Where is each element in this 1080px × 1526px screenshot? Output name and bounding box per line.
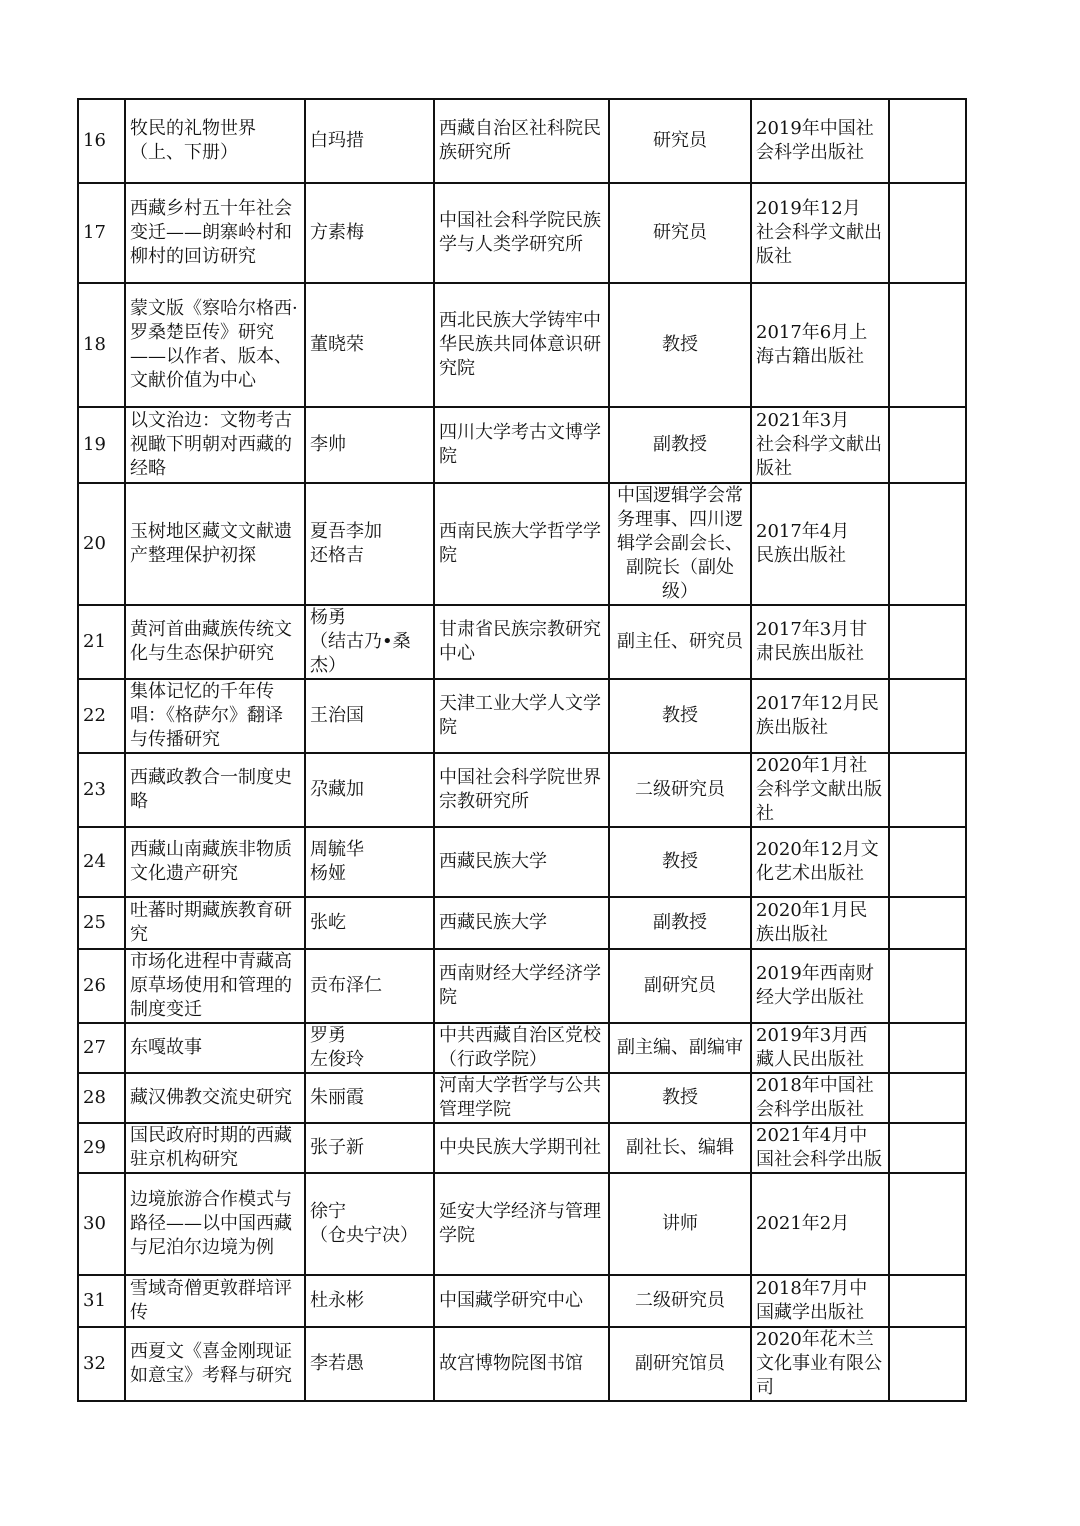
work-unit: 西藏民族大学 [434,897,609,949]
table-row [78,949,966,1023]
row-number: 31 [78,1275,125,1327]
note-cell [889,1173,966,1275]
publication-info: 2020年1月社会科学文献出版社 [751,753,889,827]
work-title: 牧民的礼物世界 （上、下册） [125,99,305,183]
document-table [77,98,967,1402]
work-title: 西藏乡村五十年社会变迁——朗寨岭村和柳村的回访研究 [125,183,305,283]
publication-info: 2019年3月西藏人民出版社 [751,1023,889,1073]
author-name: 方素梅 [305,183,434,283]
note-cell [889,1023,966,1073]
note-cell [889,99,966,183]
row-number: 18 [78,283,125,407]
row-number: 29 [78,1123,125,1173]
work-unit: 西北民族大学铸牢中华民族共同体意识研究院 [434,283,609,407]
work-unit: 天津工业大学人文学院 [434,679,609,753]
publication-info: 2020年1月民族出版社 [751,897,889,949]
job-title: 副教授 [609,407,751,483]
row-number: 32 [78,1327,125,1401]
note-cell [889,407,966,483]
job-title: 研究员 [609,183,751,283]
author-name: 徐宁 （仓央宁决） [305,1173,434,1275]
author-name: 夏吾李加 还格吉 [305,483,434,605]
work-unit: 中央民族大学期刊社 [434,1123,609,1173]
author-name: 罗勇 左俊玲 [305,1023,434,1073]
row-number: 25 [78,897,125,949]
note-cell [889,1073,966,1123]
row-number: 19 [78,407,125,483]
work-unit: 延安大学经济与管理学院 [434,1173,609,1275]
row-number: 22 [78,679,125,753]
note-cell [889,183,966,283]
work-title: 以文治边：文物考古视瞰下明朝对西藏的经略 [125,407,305,483]
author-name: 周毓华 杨娅 [305,827,434,897]
work-unit: 四川大学考古文博学院 [434,407,609,483]
table-row [78,897,966,949]
publication-info: 2017年6月上海古籍出版社 [751,283,889,407]
note-cell [889,679,966,753]
work-unit: 西藏民族大学 [434,827,609,897]
row-number: 27 [78,1023,125,1073]
author-name: 董晓荣 [305,283,434,407]
author-name: 白玛措 [305,99,434,183]
author-name: 张子新 [305,1123,434,1173]
author-name: 杨勇 （结古乃•桑杰） [305,605,434,679]
work-title: 国民政府时期的西藏驻京机构研究 [125,1123,305,1173]
author-name: 贡布泽仁 [305,949,434,1023]
publication-info: 2017年4月 民族出版社 [751,483,889,605]
author-name: 尕藏加 [305,753,434,827]
job-title: 二级研究员 [609,1275,751,1327]
author-name: 李若愚 [305,1327,434,1401]
note-cell [889,483,966,605]
job-title: 副研究员 [609,949,751,1023]
work-unit: 西南财经大学经济学院 [434,949,609,1023]
work-title: 黄河首曲藏族传统文化与生态保护研究 [125,605,305,679]
publication-info: 2017年12月民族出版社 [751,679,889,753]
note-cell [889,827,966,897]
work-unit: 西南民族大学哲学学院 [434,483,609,605]
author-name: 杜永彬 [305,1275,434,1327]
job-title: 中国逻辑学会常务理事、四川逻辑学会副会长、副院长（副处级） [609,483,751,605]
publication-info: 2018年7月中国藏学出版社 [751,1275,889,1327]
table-row [78,407,966,483]
work-title: 西藏政教合一制度史略 [125,753,305,827]
publication-info: 2019年西南财经大学出版社 [751,949,889,1023]
work-unit: 中共西藏自治区党校（行政学院） [434,1023,609,1073]
job-title: 二级研究员 [609,753,751,827]
table-row [78,1173,966,1275]
row-number: 24 [78,827,125,897]
table-row [78,1275,966,1327]
work-unit: 河南大学哲学与公共管理学院 [434,1073,609,1123]
note-cell [889,753,966,827]
work-unit: 中国藏学研究中心 [434,1275,609,1327]
table-row [78,1073,966,1123]
author-name: 朱丽霞 [305,1073,434,1123]
work-title: 藏汉佛教交流史研究 [125,1073,305,1123]
table-row [78,483,966,605]
row-number: 23 [78,753,125,827]
row-number: 16 [78,99,125,183]
job-title: 副研究馆员 [609,1327,751,1401]
row-number: 26 [78,949,125,1023]
author-name: 王治国 [305,679,434,753]
publication-info: 2018年中国社会科学出版社 [751,1073,889,1123]
note-cell [889,897,966,949]
work-unit: 西藏自治区社科院民族研究所 [434,99,609,183]
table-row [78,753,966,827]
work-unit: 故宫博物院图书馆 [434,1327,609,1401]
publication-info: 2019年中国社会科学出版社 [751,99,889,183]
job-title: 教授 [609,827,751,897]
row-number: 30 [78,1173,125,1275]
job-title: 讲师 [609,1173,751,1275]
work-title: 边境旅游合作模式与路径——以中国西藏与尼泊尔边境为例 [125,1173,305,1275]
table-row [78,99,966,183]
work-title: 雪域奇僧更敦群培评传 [125,1275,305,1327]
work-unit: 甘肃省民族宗教研究中心 [434,605,609,679]
note-cell [889,283,966,407]
table-row [78,605,966,679]
work-title: 集体记忆的千年传唱：《格萨尔》翻译与传播研究 [125,679,305,753]
table-row [78,1123,966,1173]
row-number: 21 [78,605,125,679]
work-title: 市场化进程中青藏高原草场使用和管理的制度变迁 [125,949,305,1023]
table-row [78,283,966,407]
table-row [78,183,966,283]
job-title: 副教授 [609,897,751,949]
row-number: 28 [78,1073,125,1123]
publication-info: 2021年4月中国社会科学出版 [751,1123,889,1173]
work-title: 蒙文版《察哈尔格西·罗桑楚臣传》研究——以作者、版本、文献价值为中心 [125,283,305,407]
job-title: 研究员 [609,99,751,183]
publication-info: 2020年花木兰文化事业有限公司 [751,1327,889,1401]
table-row [78,679,966,753]
job-title: 副主编、副编审 [609,1023,751,1073]
work-unit: 中国社会科学院民族学与人类学研究所 [434,183,609,283]
author-name: 张屹 [305,897,434,949]
publication-info: 2017年3月甘肃民族出版社 [751,605,889,679]
job-title: 教授 [609,283,751,407]
note-cell [889,1123,966,1173]
job-title: 教授 [609,679,751,753]
note-cell [889,949,966,1023]
work-title: 西藏山南藏族非物质文化遗产研究 [125,827,305,897]
work-title: 西夏文《喜金刚现证如意宝》考释与研究 [125,1327,305,1401]
publication-info: 2021年2月 [751,1173,889,1275]
row-number: 17 [78,183,125,283]
job-title: 教授 [609,1073,751,1123]
row-number: 20 [78,483,125,605]
job-title: 副主任、研究员 [609,605,751,679]
table-row [78,827,966,897]
author-name: 李帅 [305,407,434,483]
publication-info: 2021年3月 社会科学文献出版社 [751,407,889,483]
work-title: 玉树地区藏文文献遗产整理保护初探 [125,483,305,605]
note-cell [889,1327,966,1401]
note-cell [889,1275,966,1327]
publication-info: 2019年12月 社会科学文献出版社 [751,183,889,283]
table-row [78,1023,966,1073]
work-unit: 中国社会科学院世界宗教研究所 [434,753,609,827]
note-cell [889,605,966,679]
publication-info: 2020年12月文化艺术出版社 [751,827,889,897]
table-row [78,1327,966,1401]
work-title: 吐蕃时期藏族教育研究 [125,897,305,949]
work-title: 东嘎故事 [125,1023,305,1073]
job-title: 副社长、编辑 [609,1123,751,1173]
table-body [78,99,966,1401]
